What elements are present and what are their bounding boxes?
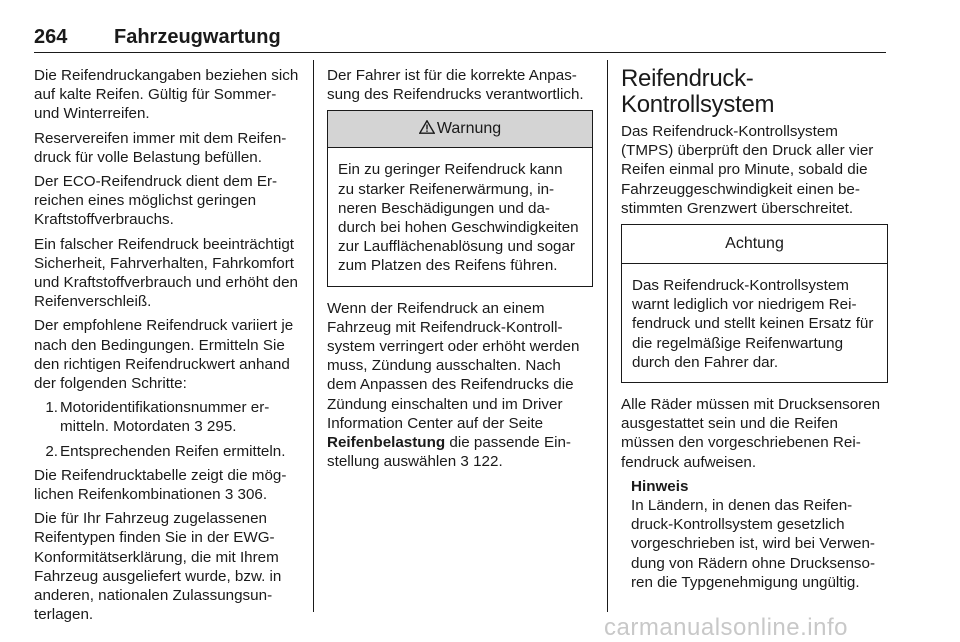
- paragraph: Ein falscher Reifendruck beeinträchtigt Sicherheit, Fahrverhalten, Fahrkomfort und Kraftstoffverbrauch und erhöht den Reifenverschleiß.: [34, 235, 298, 311]
- page-title: Fahrzeugwartung: [114, 26, 281, 48]
- paragraph: Der empfohlene Reifendruck variiert je nach den Bedingungen. Ermitteln Sie den richtigen Reifendruckwert anhand der folgenden Schritte:: [34, 317, 294, 393]
- list-number: 1.: [45, 399, 58, 417]
- paragraph: Die Reifendruckangaben beziehen sich auf kalte Reifen. Gültig für Sommer- und Winterreifen.: [34, 67, 299, 123]
- warning-text: Ein zu geringer Reifendruck kann zu starker Reifenerwärmung, inneren Beschädigungen und dadurch bei hohen Geschwindigkeiten zur Laufflächenablösung und sogar zum Platzen des Reifens führen.: [338, 161, 579, 275]
- column-divider: [313, 60, 314, 612]
- paragraph: Reservereifen immer mit dem Reifendruck für volle Belastung befüllen.: [34, 129, 287, 166]
- caution-text: Das Reifendruck-Kontrollsystem warnt lediglich vor niedrigem Reifendruck und stellt keinen Ersatz für die regelmäßige Reifenwartung durch den Fahrer dar.: [632, 277, 874, 371]
- paragraph: Der ECO-Reifendruck dient dem Erreichen eines möglichst geringen Kraftstoffverbrauchs.: [34, 173, 278, 229]
- warning-title: Warnung: [436, 120, 502, 138]
- warning-box: [327, 110, 593, 286]
- menu-term: Reifenbelastung: [327, 434, 446, 452]
- list-text: Entsprechenden Reifen ermitteln.: [60, 442, 286, 460]
- list-item: [34, 398, 302, 436]
- list-number: 2.: [45, 442, 58, 460]
- column-3: [621, 66, 888, 592]
- page-ref-icon: 3: [194, 418, 203, 436]
- column-divider: [607, 60, 608, 612]
- paragraph: Der Fahrer ist für die korrekte Anpassung des Reifendrucks verantwortlich.: [327, 67, 584, 104]
- page-header: [34, 26, 886, 53]
- list-text: Motoridentifikationsnummer ermitteln. Motordaten: [60, 399, 270, 436]
- page-ref-icon: 3: [460, 453, 469, 471]
- paragraph: Wenn der Reifendruck an einem Fahrzeug mit Reifendruck-Kontrollsystem verringert oder erhöht werden muss, Zündung ausschalten. Nach dem Anpassen des Reifendrucks die Zündung einschalten und im Driver Information Center auf der Seite Reifenbelastung die passende Einstellung auswählen 3 122.: [327, 299, 580, 471]
- column-1: [34, 66, 302, 629]
- note-title: Hinweis: [631, 477, 689, 495]
- page-ref-link[interactable]: 306.: [237, 486, 268, 504]
- page-number: 264: [34, 26, 68, 48]
- warning-triangle-icon: [419, 120, 435, 134]
- note-text: In Ländern, in denen das Reifendruck-Kontrollsystem gesetzlich vorgeschrieben ist, wird bei Verwendung von Rädern ohne Drucksensoren die Typgenehmigung ungültig.: [631, 497, 875, 591]
- note-block: [621, 477, 888, 592]
- warning-header: [328, 111, 592, 148]
- paragraph: Die Reifendrucktabelle zeigt die möglichen Reifenkombinationen 3 306.: [34, 466, 287, 504]
- section-heading: Reifendruck-Kontrollsystem: [621, 65, 775, 118]
- paragraph: Die für Ihr Fahrzeug zugelassenen Reifentypen finden Sie in der EWG-Konformitätserklärung, die mit Ihrem Fahrzeug ausgeliefert wurde, bzw. in anderen, nationalen Zulassungsunterlagen.: [34, 510, 282, 624]
- list-item: [34, 442, 302, 461]
- page-ref-link[interactable]: 122.: [473, 453, 503, 471]
- page-ref-icon: 3: [224, 486, 234, 504]
- paragraph: Alle Räder müssen mit Drucksensoren ausgestattet sein und die Reifen müssen den vorgeschriebenen Reifendruck aufweisen.: [621, 396, 881, 471]
- caution-title: Achtung: [622, 225, 887, 264]
- paragraph: Das Reifendruck-Kontrollsystem (TMPS) überprüft den Druck aller vier Reifen einmal pro Minute, sobald die Fahrzeuggeschwindigkeit einen bestimmten Grenzwert überschreitet.: [621, 123, 874, 217]
- watermark: carmanualsonline.info: [604, 614, 848, 641]
- column-2: [327, 66, 593, 476]
- caution-box: [621, 224, 888, 383]
- page-ref-link[interactable]: 295.: [206, 418, 237, 436]
